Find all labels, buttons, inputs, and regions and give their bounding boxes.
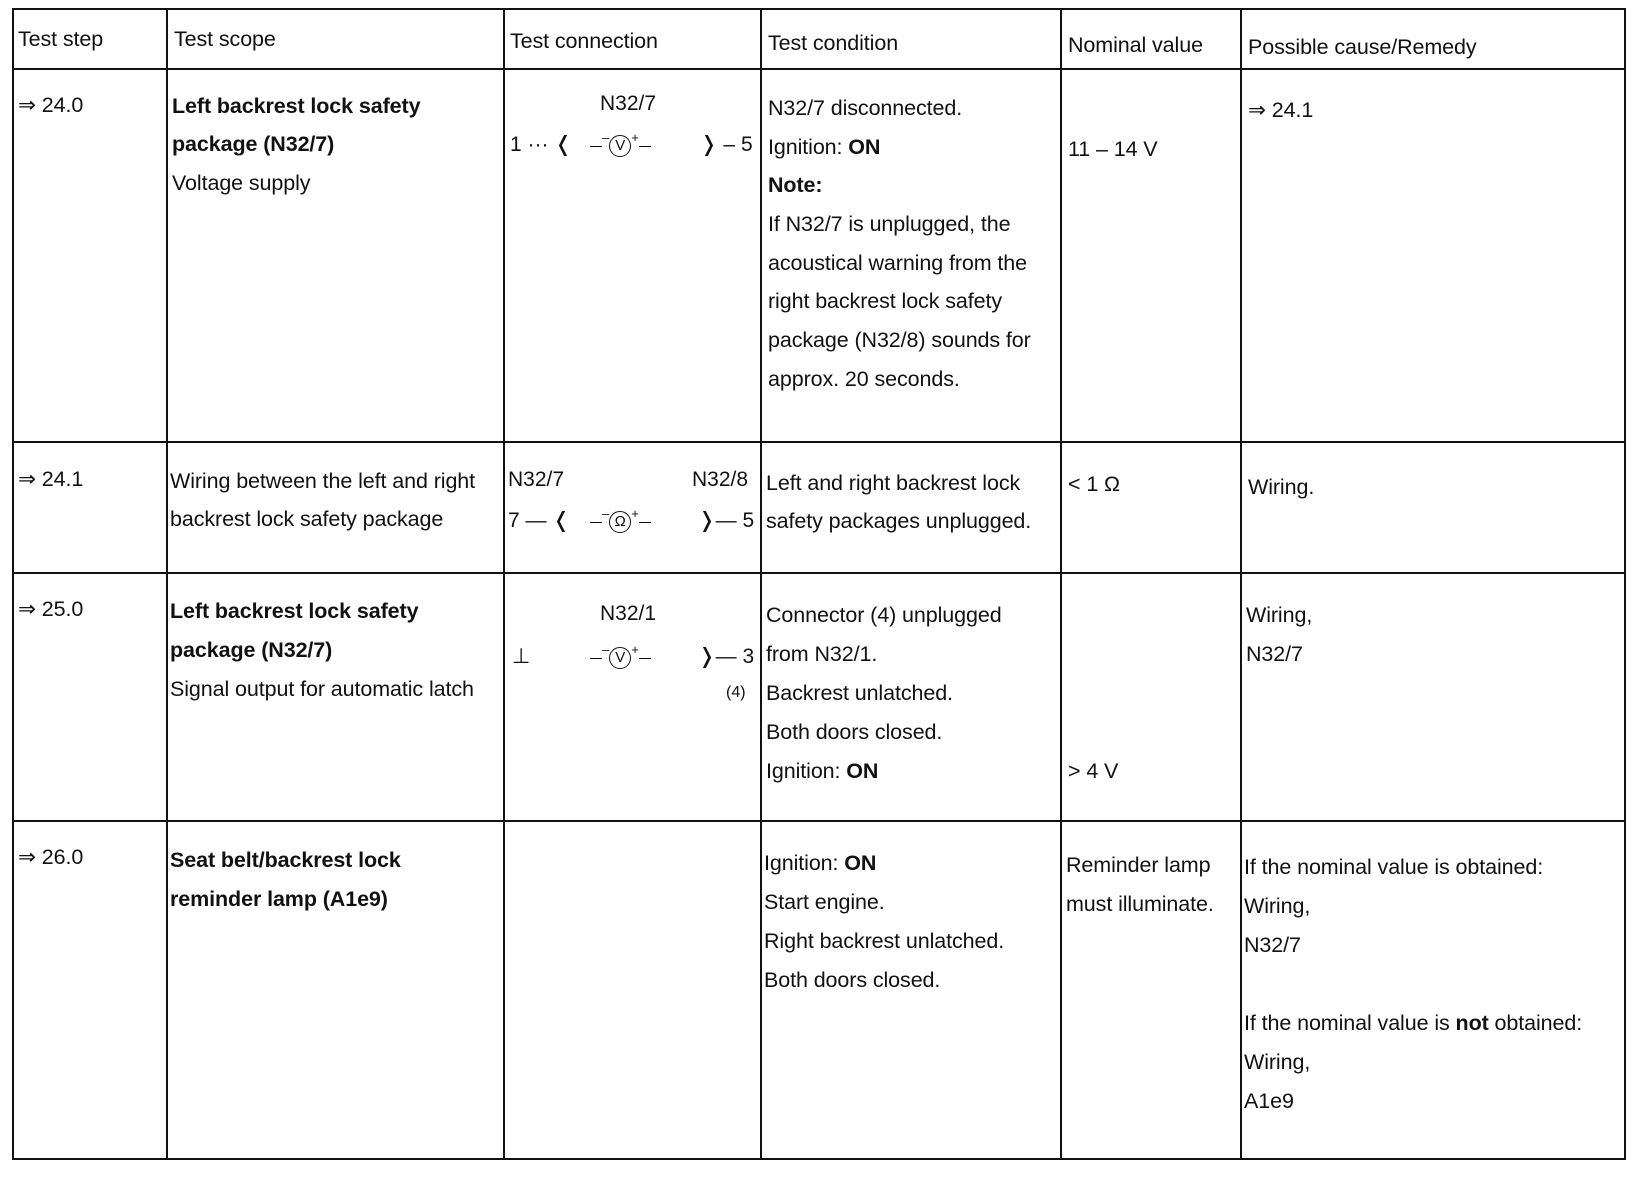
column-rule-3: [760, 8, 762, 1160]
remedy-line: If the nominal value is not obtained:: [1244, 1011, 1583, 1035]
condition-line: If N32/7 is unplugged, the: [768, 212, 1011, 236]
table-top-rule: [12, 8, 1626, 10]
condition-line: Backrest unlatched.: [766, 681, 953, 705]
row-step: ⇒ 24.0: [18, 93, 84, 117]
row-scope-line: Voltage supply: [172, 171, 311, 195]
column-rule-5: [1240, 8, 1242, 1160]
row-step: ⇒ 24.1: [18, 467, 84, 491]
row-scope-line: reminder lamp (A1e9): [170, 887, 388, 911]
header-nominal-value: Nominal value: [1068, 33, 1203, 57]
condition-line: Right backrest unlatched.: [764, 929, 1005, 953]
voltmeter-icon: – V +: [590, 130, 651, 157]
condition-line: Both doors closed.: [764, 968, 941, 992]
remedy-line: Wiring.: [1248, 475, 1315, 499]
remedy-line: Wiring,: [1244, 894, 1311, 918]
row-rule-1: [12, 441, 1626, 443]
column-rule-0: [12, 8, 14, 1160]
row-step: ⇒ 25.0: [18, 597, 84, 621]
nominal-value: > 4 V: [1068, 759, 1119, 783]
condition-line: N32/7 disconnected.: [768, 96, 963, 120]
remedy-line: N32/7: [1244, 933, 1301, 957]
row-step: ⇒ 26.0: [18, 845, 84, 869]
condition-line: Ignition: ON: [764, 851, 877, 875]
header-test-step: Test step: [18, 27, 104, 51]
remedy-line: ⇒ 24.1: [1248, 98, 1314, 122]
condition-line: safety packages unplugged.: [766, 509, 1032, 533]
connection-label-right: N32/8: [692, 468, 749, 491]
connection-right-pin: ❭— 5: [698, 509, 755, 532]
connection-left-pin: 1 ··· ❬: [510, 133, 572, 156]
connection-left-pin: 7 — ❬: [508, 509, 570, 532]
row-scope-line: Left backrest lock safety: [172, 94, 421, 118]
connection-right-pin: ❭— 3: [698, 645, 755, 668]
ground-symbol: ⊥: [512, 645, 531, 668]
condition-line: package (N32/8) sounds for: [768, 328, 1031, 352]
table-bottom-rule: [12, 1158, 1626, 1160]
connection-label: N32/1: [600, 602, 657, 625]
header-test-connection: Test connection: [510, 29, 658, 53]
condition-line: acoustical warning from the: [768, 251, 1028, 275]
header-test-scope: Test scope: [174, 27, 276, 51]
condition-line: Ignition: ON: [768, 135, 881, 159]
condition-line: Connector (4) unplugged: [766, 603, 1002, 627]
header-rule: [12, 68, 1626, 70]
column-rule-6: [1624, 8, 1626, 1160]
condition-line: approx. 20 seconds.: [768, 367, 960, 391]
row-scope-line: Signal output for automatic latch: [170, 677, 474, 701]
condition-line: Both doors closed.: [766, 720, 943, 744]
row-rule-2: [12, 572, 1626, 574]
connection-right-pin: ❭ – 5: [700, 133, 753, 156]
ohmmeter-icon: – Ω +: [590, 506, 651, 533]
header-test-condition: Test condition: [768, 31, 899, 55]
condition-line: Start engine.: [764, 890, 885, 914]
condition-line: right backrest lock safety: [768, 289, 1002, 313]
connection-label: N32/7: [600, 92, 657, 115]
connection-label-left: N32/7: [508, 468, 565, 491]
remedy-line: N32/7: [1246, 642, 1303, 666]
remedy-line: Wiring,: [1244, 1050, 1311, 1074]
column-rule-4: [1060, 8, 1062, 1160]
condition-line: from N32/1.: [766, 642, 878, 666]
row-scope-line: Seat belt/backrest lock: [170, 848, 401, 872]
remedy-line: Wiring,: [1246, 603, 1313, 627]
column-rule-1: [166, 8, 168, 1160]
condition-line: Note:: [768, 173, 823, 197]
row-scope-line: backrest lock safety package: [170, 507, 444, 531]
condition-line: Ignition: ON: [766, 759, 879, 783]
remedy-line: A1e9: [1244, 1089, 1294, 1113]
connector-number: (4): [726, 684, 746, 701]
remedy-line: If the nominal value is obtained:: [1244, 855, 1544, 879]
nominal-value: < 1 Ω: [1068, 472, 1121, 496]
voltmeter-icon: – V +: [590, 642, 651, 669]
condition-line: Left and right backrest lock: [766, 471, 1021, 495]
nominal-value: Reminder lamp: [1066, 853, 1211, 877]
nominal-value: must illuminate.: [1066, 892, 1214, 916]
nominal-value: 11 – 14 V: [1068, 137, 1158, 161]
row-scope-line: package (N32/7): [172, 132, 335, 156]
row-rule-3: [12, 820, 1626, 822]
row-scope-line: Left backrest lock safety: [170, 599, 419, 623]
row-scope-line: package (N32/7): [170, 638, 333, 662]
row-scope-line: Wiring between the left and right: [170, 469, 476, 493]
header-remedy: Possible cause/Remedy: [1248, 35, 1477, 59]
column-rule-2: [503, 8, 505, 1160]
